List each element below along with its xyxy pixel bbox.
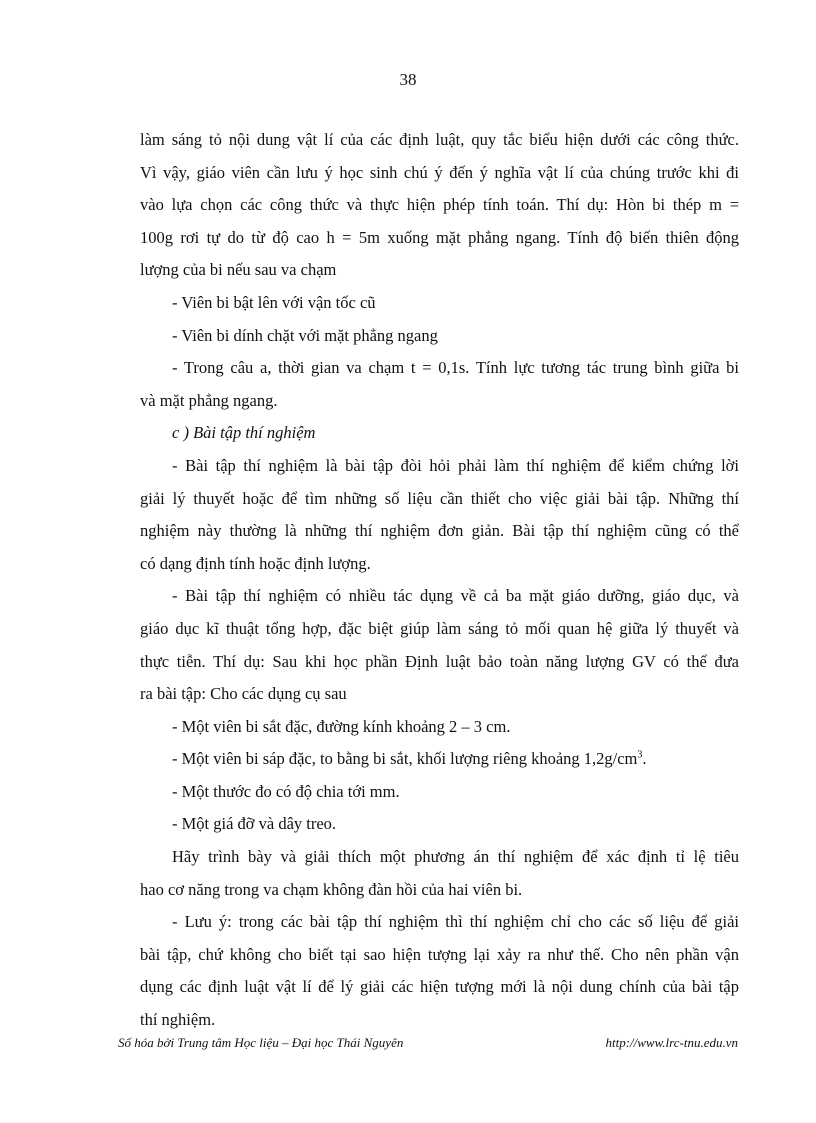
list-item: - Viên bi bật lên với vận tốc cũ: [172, 292, 376, 312]
text-line: làm sáng tỏ nội dung vật lí của các định luật, quy tắc biểu hiện dưới các công thức.: [140, 130, 739, 149]
text-line: dụng các định luật vật lí để lý giải các hiện tượng mới là nội dung chính của bài tập: [140, 977, 739, 997]
density-text: - Một viên bi sáp đặc, to bằng bi sắt, khối lượng riêng khoảng 1,2g/cm: [172, 749, 638, 769]
text-line: - Lưu ý: trong các bài tập thí nghiệm thì thí nghiệm chỉ cho các số liệu để giải: [172, 912, 739, 932]
text-line: - Bài tập thí nghiệm có nhiều tác dụng về cả ba mặt giáo dưỡng, giáo dục, và: [172, 586, 739, 606]
text-line: giải lý thuyết hoặc để tìm những số liệu cần thiết cho việc giải bài tập. Những thí: [140, 488, 739, 508]
text-line: thí nghiệm.: [140, 1010, 216, 1030]
text-line: thực tiễn. Thí dụ: Sau khi học phần Định luật bảo toàn năng lượng GV có thể đưa: [140, 651, 739, 671]
footer-source: Số hóa bởi Trung tâm Học liệu – Đại học Thái Nguyên: [118, 1035, 404, 1050]
text-line: ra bài tập: Cho các dụng cụ sau: [140, 684, 347, 704]
text-line: lượng của bi nếu sau va chạm: [140, 260, 337, 280]
list-item: - Viên bi dính chặt với mặt phẳng ngang: [172, 325, 438, 345]
density-exponent: 3: [637, 749, 643, 761]
text-line: vào lựa chọn các công thức và thực hiện phép tính toán. Thí dụ: Hòn bi thép m =: [140, 195, 739, 215]
section-heading: c ) Bài tập thí nghiệm: [172, 423, 316, 443]
footer-url[interactable]: http://www.lrc-tnu.edu.vn: [605, 1035, 738, 1050]
text-line: 100g rơi tự do từ độ cao h = 5m xuống mặt phẳng ngang. Tính độ biến thiên động: [140, 227, 739, 247]
text-line: có dạng định tính hoặc định lượng.: [140, 553, 371, 573]
text-line: Hãy trình bày và giải thích một phương án thí nghiệm để xác định tỉ lệ tiêu: [172, 847, 739, 867]
text-line: hao cơ năng trong va chạm không đàn hồi của hai viên bi.: [140, 879, 523, 899]
text-line: bài tập, chứ không cho biết tại sao hiện tượng lại xảy ra như thế. Cho nên phần vận: [140, 944, 739, 964]
list-item: - Một thước đo có độ chia tới mm.: [172, 781, 400, 801]
text-line: - Bài tập thí nghiệm là bài tập đòi hỏi phải làm thí nghiệm để kiểm chứng lời: [172, 455, 739, 475]
text-line: giáo dục kĩ thuật tổng hợp, đặc biệt giúp làm sáng tỏ mối quan hệ giữa lý thuyết và: [140, 618, 739, 638]
page-number: 38: [399, 70, 417, 89]
density-tail: .: [642, 749, 647, 769]
text-line: nghiệm này thường là những thí nghiệm đơn giản. Bài tập thí nghiệm cũng có thể: [140, 521, 739, 541]
document-body: [140, 124, 739, 1037]
list-item: [140, 743, 739, 776]
list-item: - Một viên bi sắt đặc, đường kính khoảng 2 – 3 cm.: [172, 716, 511, 736]
text-line: Vì vậy, giáo viên cần lưu ý học sinh chú ý đến ý nghĩa vật lí của chúng trước khi đi: [140, 162, 739, 182]
list-item: - Một giá đỡ và dây treo.: [172, 814, 337, 834]
text-line: và mặt phẳng ngang.: [140, 390, 278, 410]
list-item: - Trong câu a, thời gian va chạm t = 0,1s. Tính lực tương tác trung bình giữa bi: [172, 358, 739, 378]
